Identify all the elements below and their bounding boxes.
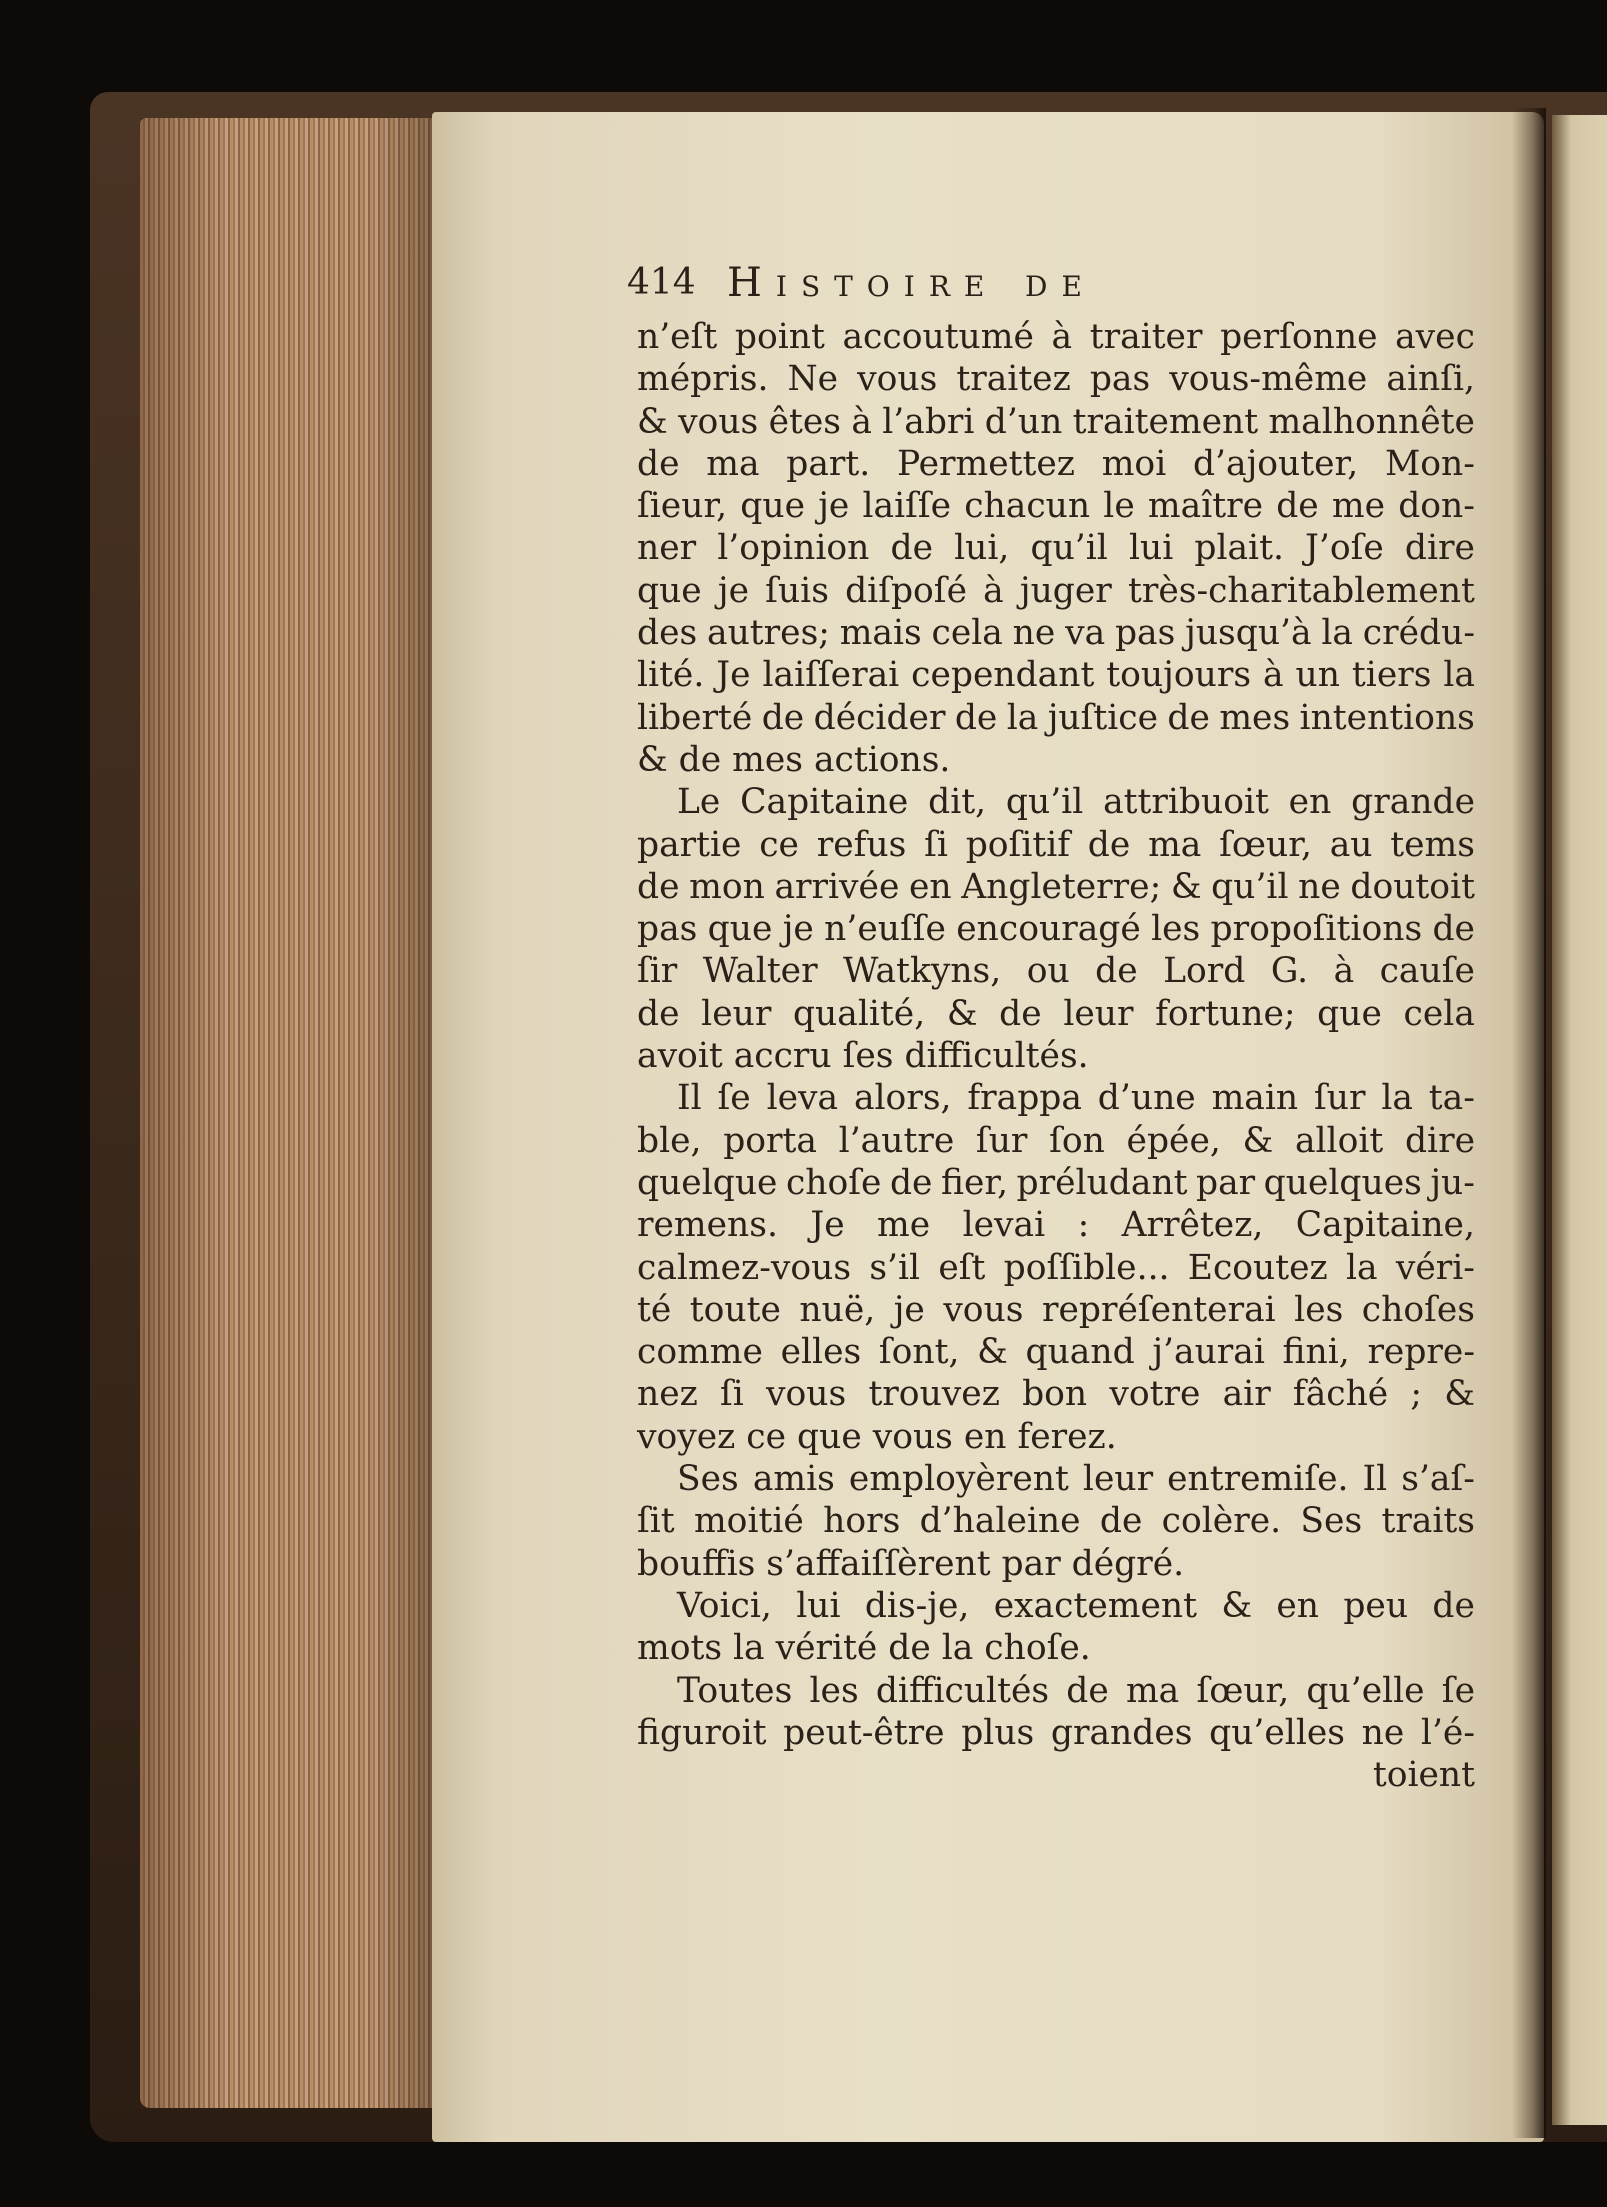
text-line: quelque choſe de fier, préludant par quelques ju- xyxy=(637,1162,1475,1203)
text-line: ſit moitié hors d’haleine de colère. Ses traits xyxy=(637,1501,1475,1542)
text-line: bouffis s’affaiſſèrent par dégré. xyxy=(637,1543,1185,1584)
page-header xyxy=(627,262,1277,310)
text-line: de ma part. Permettez moi d’ajouter, Mon- xyxy=(637,443,1475,484)
text-line: Voici, lui dis-je, exactement & en peu de xyxy=(677,1585,1475,1626)
text-line: que je ſuis diſpoſé à juger très-charitablement xyxy=(637,570,1475,611)
text-line: toient xyxy=(1372,1755,1475,1796)
text-line: té toute nuë, je vous repréſenterai les choſes xyxy=(637,1289,1475,1330)
text-line: Il ſe leva alors, frappa d’une main ſur la ta- xyxy=(677,1078,1475,1119)
text-line: & vous êtes à l’abri d’un traitement malhonnête xyxy=(637,401,1475,442)
body-text xyxy=(637,316,1475,1796)
text-line: ſieur, que je laiſſe chacun le maître de me don- xyxy=(637,486,1475,527)
text-line: & de mes actions. xyxy=(637,739,951,780)
text-line: mépris. Ne vous traitez pas vous-même ainſi, xyxy=(637,359,1475,400)
text-line: nez ſi vous trouvez bon votre air fâché ; & xyxy=(637,1374,1475,1415)
text-line: ble, porta l’autre ſur ſon épée, & alloit dire xyxy=(637,1120,1475,1161)
opposite-page-edge xyxy=(1552,115,1607,2125)
text-line: pas que je n’euſſe encouragé les propoſitions de xyxy=(637,909,1475,950)
text-line: de leur qualité, & de leur fortune; que cela xyxy=(637,993,1475,1034)
text-line: ſir Walter Watkyns, ou de Lord G. à cauſe xyxy=(637,951,1475,992)
text-line: ner l’opinion de lui, qu’il lui plait. J’oſe dire xyxy=(637,528,1475,569)
text-line: calmez-vous s’il eſt poſſible... Ecoutez la véri- xyxy=(637,1247,1475,1288)
text-line: n’eſt point accoutumé à traiter perſonne avec xyxy=(637,317,1475,357)
text-line: Toutes les difficultés de ma ſœur, qu’elle ſe xyxy=(677,1670,1475,1711)
text-line: voyez ce que vous en ferez. xyxy=(637,1416,1117,1457)
text-line: Ses amis employèrent leur entremiſe. Il s’aſ- xyxy=(677,1459,1475,1500)
text-line: de mon arrivée en Angleterre; & qu’il ne doutoit xyxy=(637,866,1475,907)
text-line: liberté de décider de la juſtice de mes intentions xyxy=(637,697,1475,738)
page-fore-edge xyxy=(140,118,434,2108)
text-line: remens. Je me levai : Arrêtez, Capitaine, xyxy=(637,1205,1475,1246)
gutter-shadow xyxy=(1512,108,1546,2138)
text-line: des autres; mais cela ne va pas jusqu’à la crédu- xyxy=(637,613,1475,654)
text-line: mots la vérité de la choſe. xyxy=(637,1628,1091,1669)
running-head: Histoire de xyxy=(727,260,1096,306)
text-line: lité. Je laiſſerai cependant toujours à un tiers la xyxy=(637,655,1475,696)
text-line: comme elles ſont, & quand j’aurai fini, repre- xyxy=(637,1332,1475,1373)
text-line: figuroit peut-être plus grandes qu’elles ne l’é- xyxy=(637,1712,1475,1753)
text-line: Le Capitaine dit, qu’il attribuoit en grande xyxy=(677,782,1475,823)
text-line: avoit accru ſes difficultés. xyxy=(637,1036,1089,1077)
text-line: partie ce refus ſi poſitif de ma ſœur, au tems xyxy=(637,824,1475,865)
page-number: 414 xyxy=(627,262,696,303)
